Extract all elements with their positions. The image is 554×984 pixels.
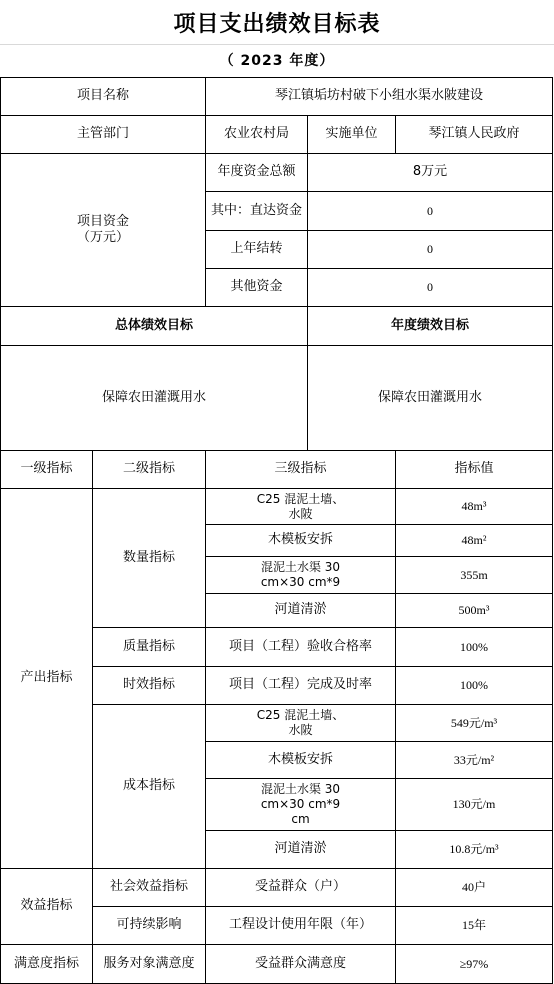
funds-direct-value: 0 [307,191,553,231]
year-line: （ 2023 年度） [219,53,335,69]
table-row: 受益群众（户） [205,868,396,907]
header-level1: 一级指标 [0,450,93,489]
table-row: C25 混泥土墙、 水陂 [205,488,396,525]
table-row: 工程设计使用年限（年） [205,906,396,945]
social-benefit-label: 社会效益指标 [92,868,206,907]
table-row-value: 15年 [395,906,553,945]
table-row-value: 100% [395,627,553,667]
project-name-label: 项目名称 [0,77,206,116]
table-row-value: 549元/m³ [395,704,553,742]
quantity-indicator-label: 数量指标 [92,488,206,628]
funds-label: 项目资金 （万元） [0,153,206,307]
service-satisfaction-label: 服务对象满意度 [92,944,206,984]
table-row: 项目（工程）验收合格率 [205,627,396,667]
impl-label: 实施单位 [307,115,396,154]
funds-other-value: 0 [307,268,553,307]
table-row: 河道清淤 [205,593,396,628]
dept-label: 主管部门 [0,115,206,154]
cost-indicator-label: 成本指标 [92,704,206,869]
header-level3: 三级指标 [205,450,396,489]
table-row-value: 48m³ [395,488,553,525]
output-indicator-label: 产出指标 [0,488,93,869]
table-row-value: 355m [395,556,553,594]
table-row: 受益群众满意度 [205,944,396,984]
funds-carryover-label: 上年结转 [205,230,308,269]
table-row-value: 40户 [395,868,553,907]
table-row-value: 130元/m [395,778,553,831]
timeliness-indicator-label: 时效指标 [92,666,206,705]
overall-goal-header: 总体绩效目标 [0,306,308,346]
overall-goal-text: 保障农田灌溉用水 [0,345,308,451]
funds-total-label: 年度资金总额 [205,153,308,192]
table-row-value: 100% [395,666,553,705]
funds-direct-label: 其中：直达资金 [205,191,308,231]
table-row: 项目（工程）完成及时率 [205,666,396,705]
table-row-value: 33元/m² [395,741,553,779]
table-row-value: 10.8元/m³ [395,830,553,869]
table-row-value: ≥97% [395,944,553,984]
funds-carryover-value: 0 [307,230,553,269]
table-title: 项目支出绩效目标表 [173,11,381,37]
quality-indicator-label: 质量指标 [92,627,206,667]
benefit-indicator-label: 效益指标 [0,868,93,945]
table-row: 木模板安拆 [205,524,396,557]
table-row: C25 混泥土墙、 水陂 [205,704,396,742]
table-row: 河道清淤 [205,830,396,869]
satisfaction-indicator-label: 满意度指标 [0,944,93,984]
header-value: 指标值 [395,450,553,489]
project-name-value: 琴江镇垢坊村破下小组水渠水陂建设 [205,77,553,116]
header-level2: 二级指标 [92,450,206,489]
table-row: 木模板安拆 [205,741,396,779]
table-row-value: 48m² [395,524,553,557]
table-row-value: 500m³ [395,593,553,628]
annual-goal-text: 保障农田灌溉用水 [307,345,553,451]
table-row: 混泥土水渠 30 cm×30 cm*9 cm [205,778,396,831]
impl-value: 琴江镇人民政府 [395,115,553,154]
sustainability-label: 可持续影响 [92,906,206,945]
funds-other-label: 其他资金 [205,268,308,307]
dept-value: 农业农村局 [205,115,308,154]
annual-goal-header: 年度绩效目标 [307,306,553,346]
table-row: 混泥土水渠 30 cm×30 cm*9 [205,556,396,594]
funds-total-value: 8万元 [307,153,553,192]
